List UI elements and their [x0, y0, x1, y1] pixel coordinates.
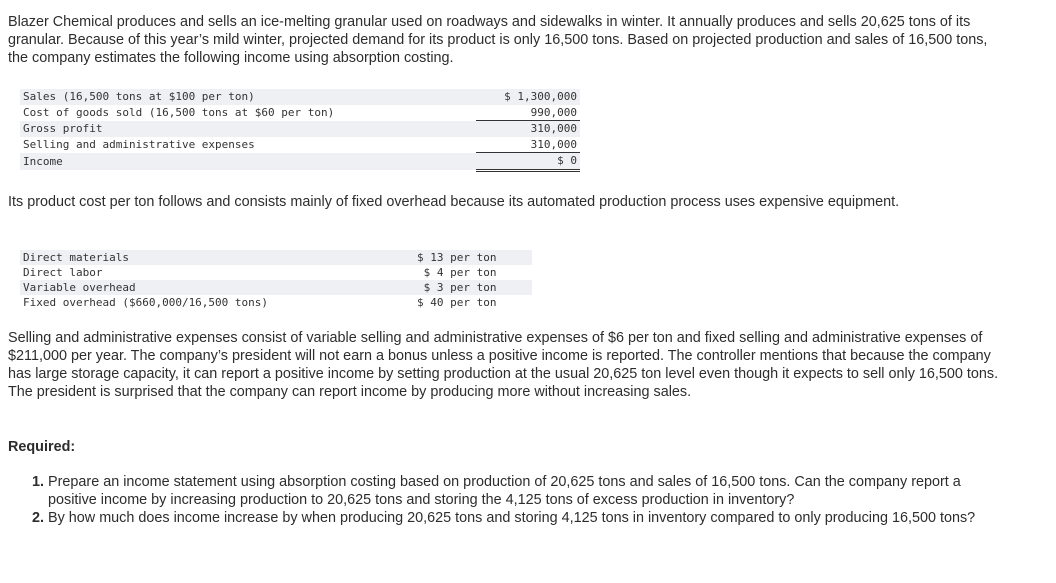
table-row: [20, 295, 532, 310]
cost-rate: $ 3 per ton: [414, 280, 532, 295]
table-row: [20, 105, 580, 121]
table-row: [20, 153, 580, 171]
cost-rate: $ 40 per ton: [417, 296, 497, 309]
income-statement-label: Sales (16,500 tons at $100 per ton): [20, 89, 476, 105]
required-list: [8, 473, 978, 527]
income-statement-label: Income: [20, 153, 476, 171]
list-item: 1. Prepare an income statement using absorption costing based on production of 20,625 tons and sales of 16,500 tons. Can the company report a positive income by increasing production to 20,625 tons and storing the 4,125 tons of excess production in inventory?: [48, 473, 978, 509]
table-row: [20, 121, 580, 137]
required-heading: Required:: [8, 439, 76, 455]
cost-label: Variable overhead: [20, 280, 414, 295]
cost-intro-paragraph: Its product cost per ton follows and consists mainly of fixed overhead because its automated production process uses expensive equipment.: [8, 194, 900, 210]
income-statement-amount: $ 1,300,000: [476, 89, 580, 105]
table-row: [20, 265, 532, 280]
product-cost-table: [20, 250, 532, 310]
income-statement-amount: $ 0: [476, 153, 580, 171]
cost-label: Direct materials: [20, 250, 414, 265]
income-statement-amount: 990,000: [476, 105, 580, 121]
income-statement-label: Gross profit: [20, 121, 476, 137]
cost-rate: $ 4 per ton: [417, 266, 497, 279]
income-statement-amount: 310,000: [476, 137, 580, 153]
cost-label: Direct labor: [23, 266, 103, 279]
cost-rate: $ 13 per ton: [414, 250, 532, 265]
income-statement-label: Cost of goods sold (16,500 tons at $60 per ton): [23, 105, 335, 119]
income-statement-amount: 310,000: [476, 121, 580, 137]
table-row: [20, 137, 580, 153]
list-item: 2. By how much does income increase by when producing 20,625 tons and storing 4,125 tons in inventory compared to only producing 16,500 tons?: [48, 509, 978, 527]
table-row: [20, 280, 532, 295]
selling-expenses-paragraph: Selling and administrative expenses consist of variable selling and administrative expenses of $6 per ton and fixed selling and administrative expenses of $211,000 per year. The company’s president will not earn a bonus unless a positive income is reported. The controller mentions that because the company has large storage capacity, it can report a positive income by setting production at the usual 20,625 ton level even though it expects to sell only 16,500 tons. The president is surprised that the company can report income by producing more without increasing sales.: [8, 330, 999, 400]
table-row: [20, 250, 532, 265]
table-row: [20, 89, 580, 105]
cost-label: Fixed overhead ($660,000/16,500 tons): [23, 296, 269, 309]
income-statement-table: [20, 89, 580, 172]
intro-paragraph: Blazer Chemical produces and sells an ice-melting granular used on roadways and sidewalks in winter. It annually produces and sells 20,625 tons of its granular. Because of this year’s mild winter, projected demand for its product is only 16,500 tons. Based on projected production and sales of 16,500 tons, the company estimates the following income using absorption costing.: [8, 14, 988, 66]
income-statement-label: Selling and administrative expenses: [23, 137, 255, 151]
